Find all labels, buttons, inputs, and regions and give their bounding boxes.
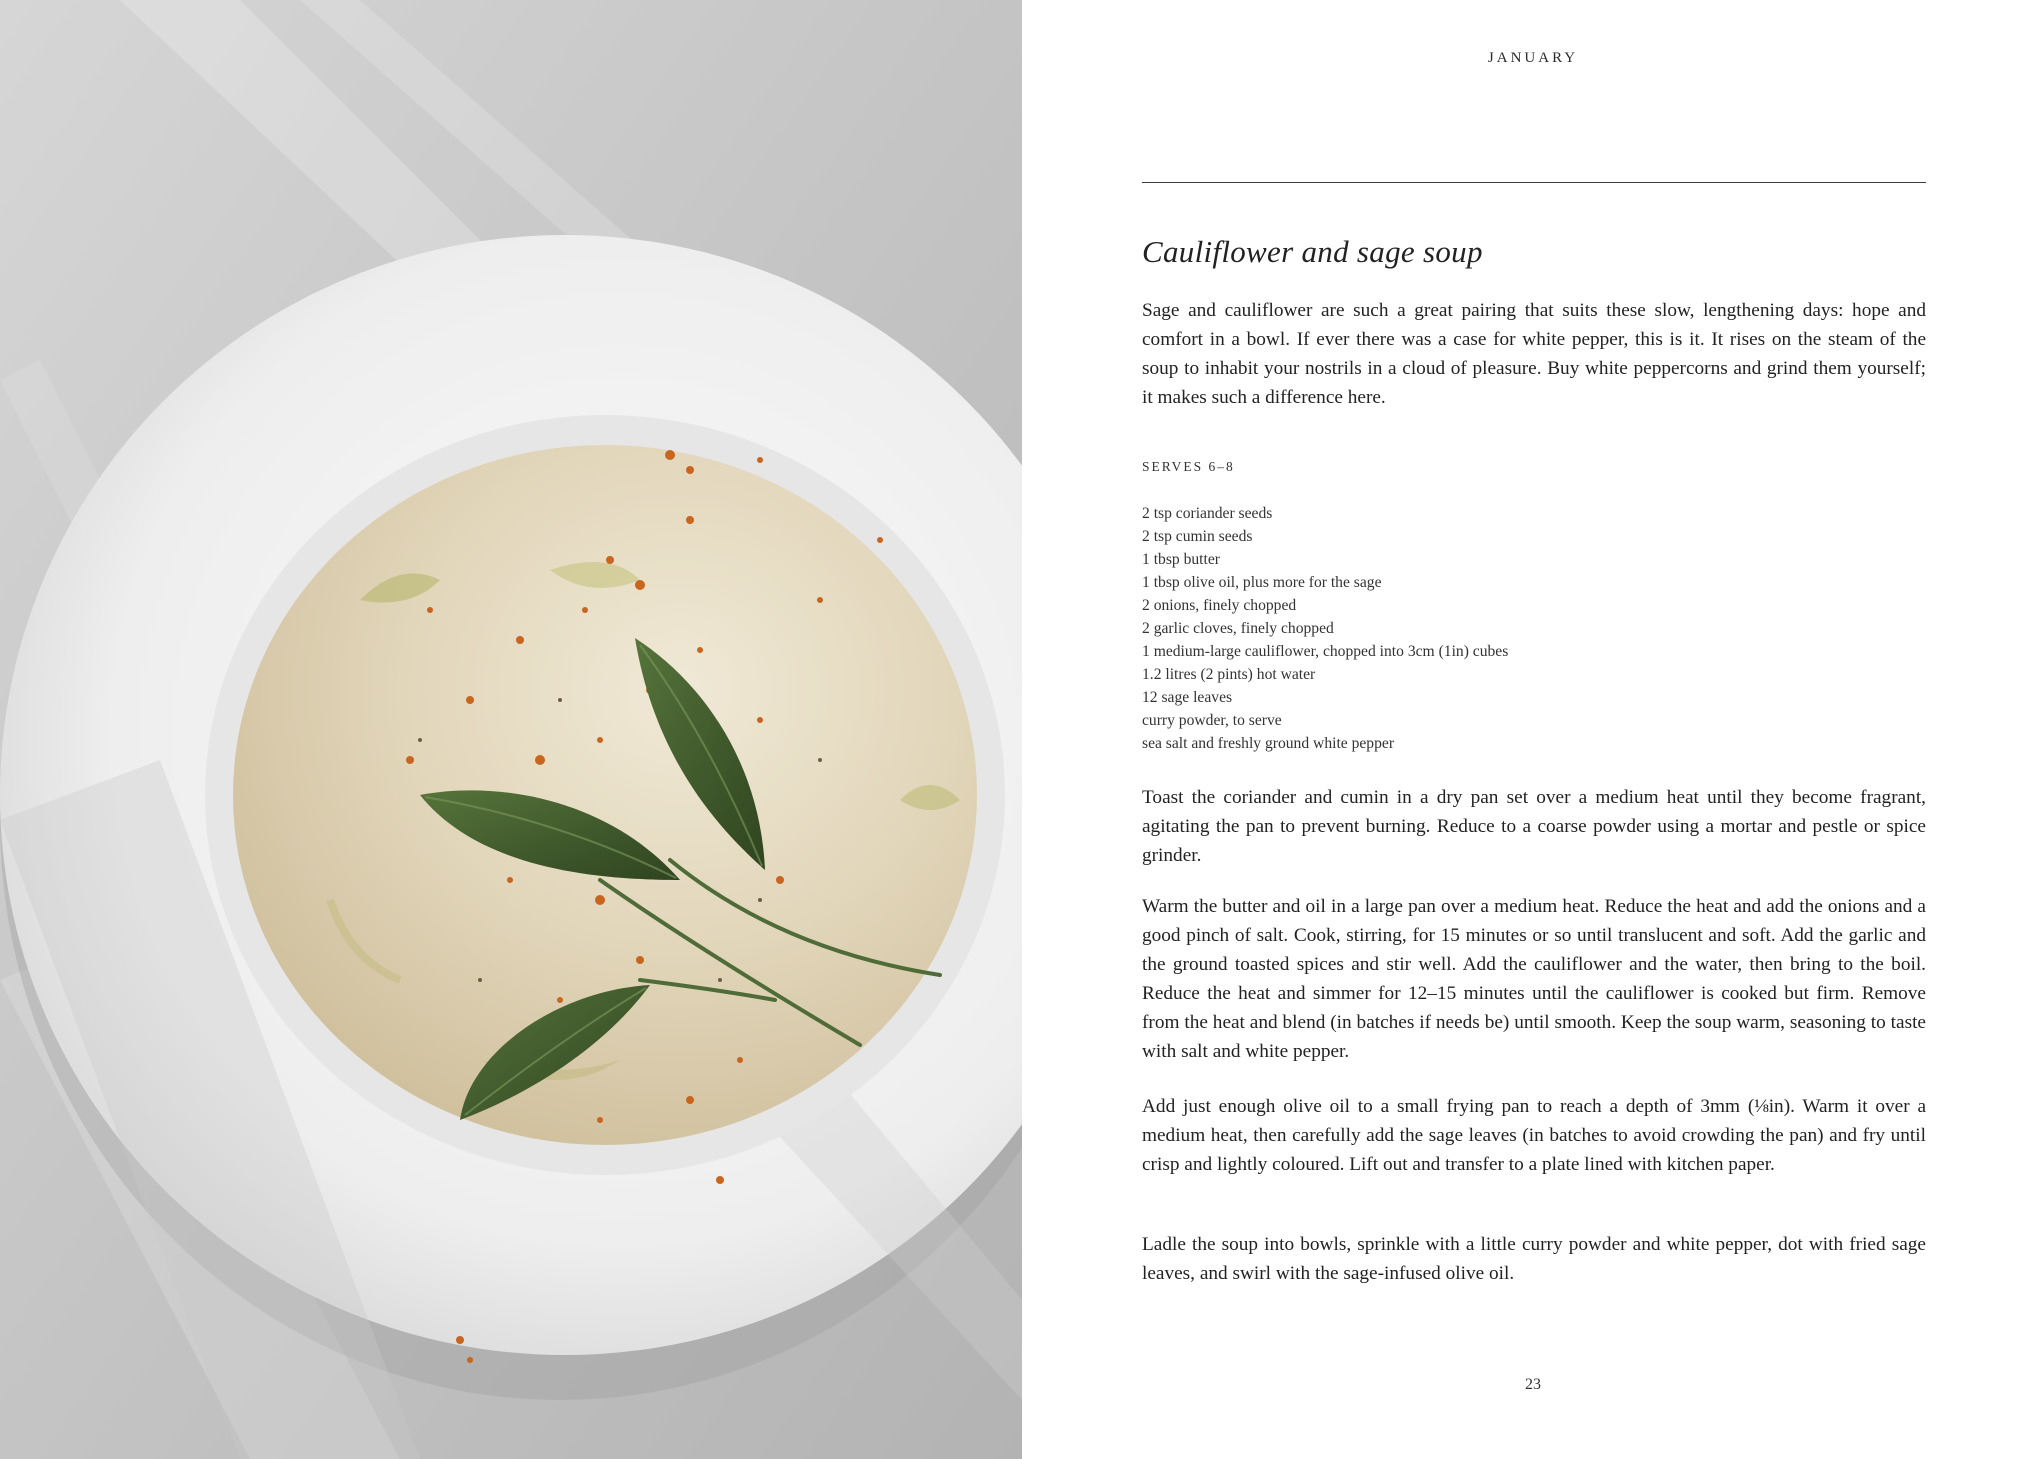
ingredient-item: 12 sage leaves bbox=[1142, 689, 1233, 706]
header-rule bbox=[1142, 182, 1926, 183]
recipe-intro: Sage and cauliflower are such a great pairing that suits these slow, lengthening days: hope and comfort in a bowl. If ever there was a case for white pepper, this is it. It rises on the steam of the soup to inhabit your nostrils in a cloud of pleasure. Buy white peppercorns and grind them yourself; it makes such a difference here. bbox=[1142, 300, 1926, 408]
method-step: Ladle the soup into bowls, sprinkle with a little curry powder and white pepper, dot with fried sage leaves, and swirl with the sage-infused olive oil. bbox=[1142, 1234, 1926, 1284]
page-number: 23 bbox=[1525, 1376, 1541, 1393]
method-step: Add just enough olive oil to a small frying pan to reach a depth of 3mm (⅛in). Warm it over a medium heat, then carefully add the sage leaves (in batches to avoid crowding the pan) and fry until crisp and lightly coloured. Lift out and transfer to a plate lined with kitchen paper. bbox=[1142, 1096, 1926, 1175]
ingredient-item: 2 garlic cloves, finely chopped bbox=[1142, 620, 1334, 637]
method-step: Toast the coriander and cumin in a dry pan set over a medium heat until they become fragrant, agitating the pan to prevent burning. Reduce to a coarse powder using a mortar and pestle or spice grinder. bbox=[1142, 787, 1926, 866]
recipe-title: Cauliflower and sage soup bbox=[1142, 234, 1483, 269]
ingredient-item: 2 tsp cumin seeds bbox=[1142, 528, 1253, 545]
recipe-page bbox=[1022, 0, 2044, 1459]
method-step: Warm the butter and oil in a large pan over a medium heat. Reduce the heat and add the onions and a good pinch of salt. Cook, stirring, for 15 minutes or so until translucent and soft. Add the garlic and the ground toasted spices and stir well. Add the cauliflower and the water, then bring to the boil. Reduce the heat and simmer for 12–15 minutes until the cauliflower is cooked but firm. Remove from the heat and blend (in batches if needs be) until smooth. Keep the soup warm, seasoning to taste with salt and white pepper. bbox=[1142, 896, 1926, 1062]
ingredient-item: 1 tbsp olive oil, plus more for the sage bbox=[1142, 574, 1382, 591]
ingredient-item: 1.2 litres (2 pints) hot water bbox=[1142, 666, 1316, 683]
ingredient-item: 2 onions, finely chopped bbox=[1142, 597, 1297, 614]
serves-label: SERVES 6–8 bbox=[1142, 459, 1235, 474]
ingredient-item: 1 medium-large cauliflower, chopped into 3cm (1in) cubes bbox=[1142, 643, 1509, 660]
ingredient-list bbox=[1142, 502, 1508, 755]
ingredient-item: sea salt and freshly ground white pepper bbox=[1142, 735, 1395, 752]
running-head: JANUARY bbox=[1487, 50, 1579, 66]
ingredient-item: 2 tsp coriander seeds bbox=[1142, 505, 1273, 522]
ingredient-item: 1 tbsp butter bbox=[1142, 551, 1220, 568]
soup bbox=[233, 445, 977, 1145]
ingredient-item: curry powder, to serve bbox=[1142, 712, 1282, 729]
